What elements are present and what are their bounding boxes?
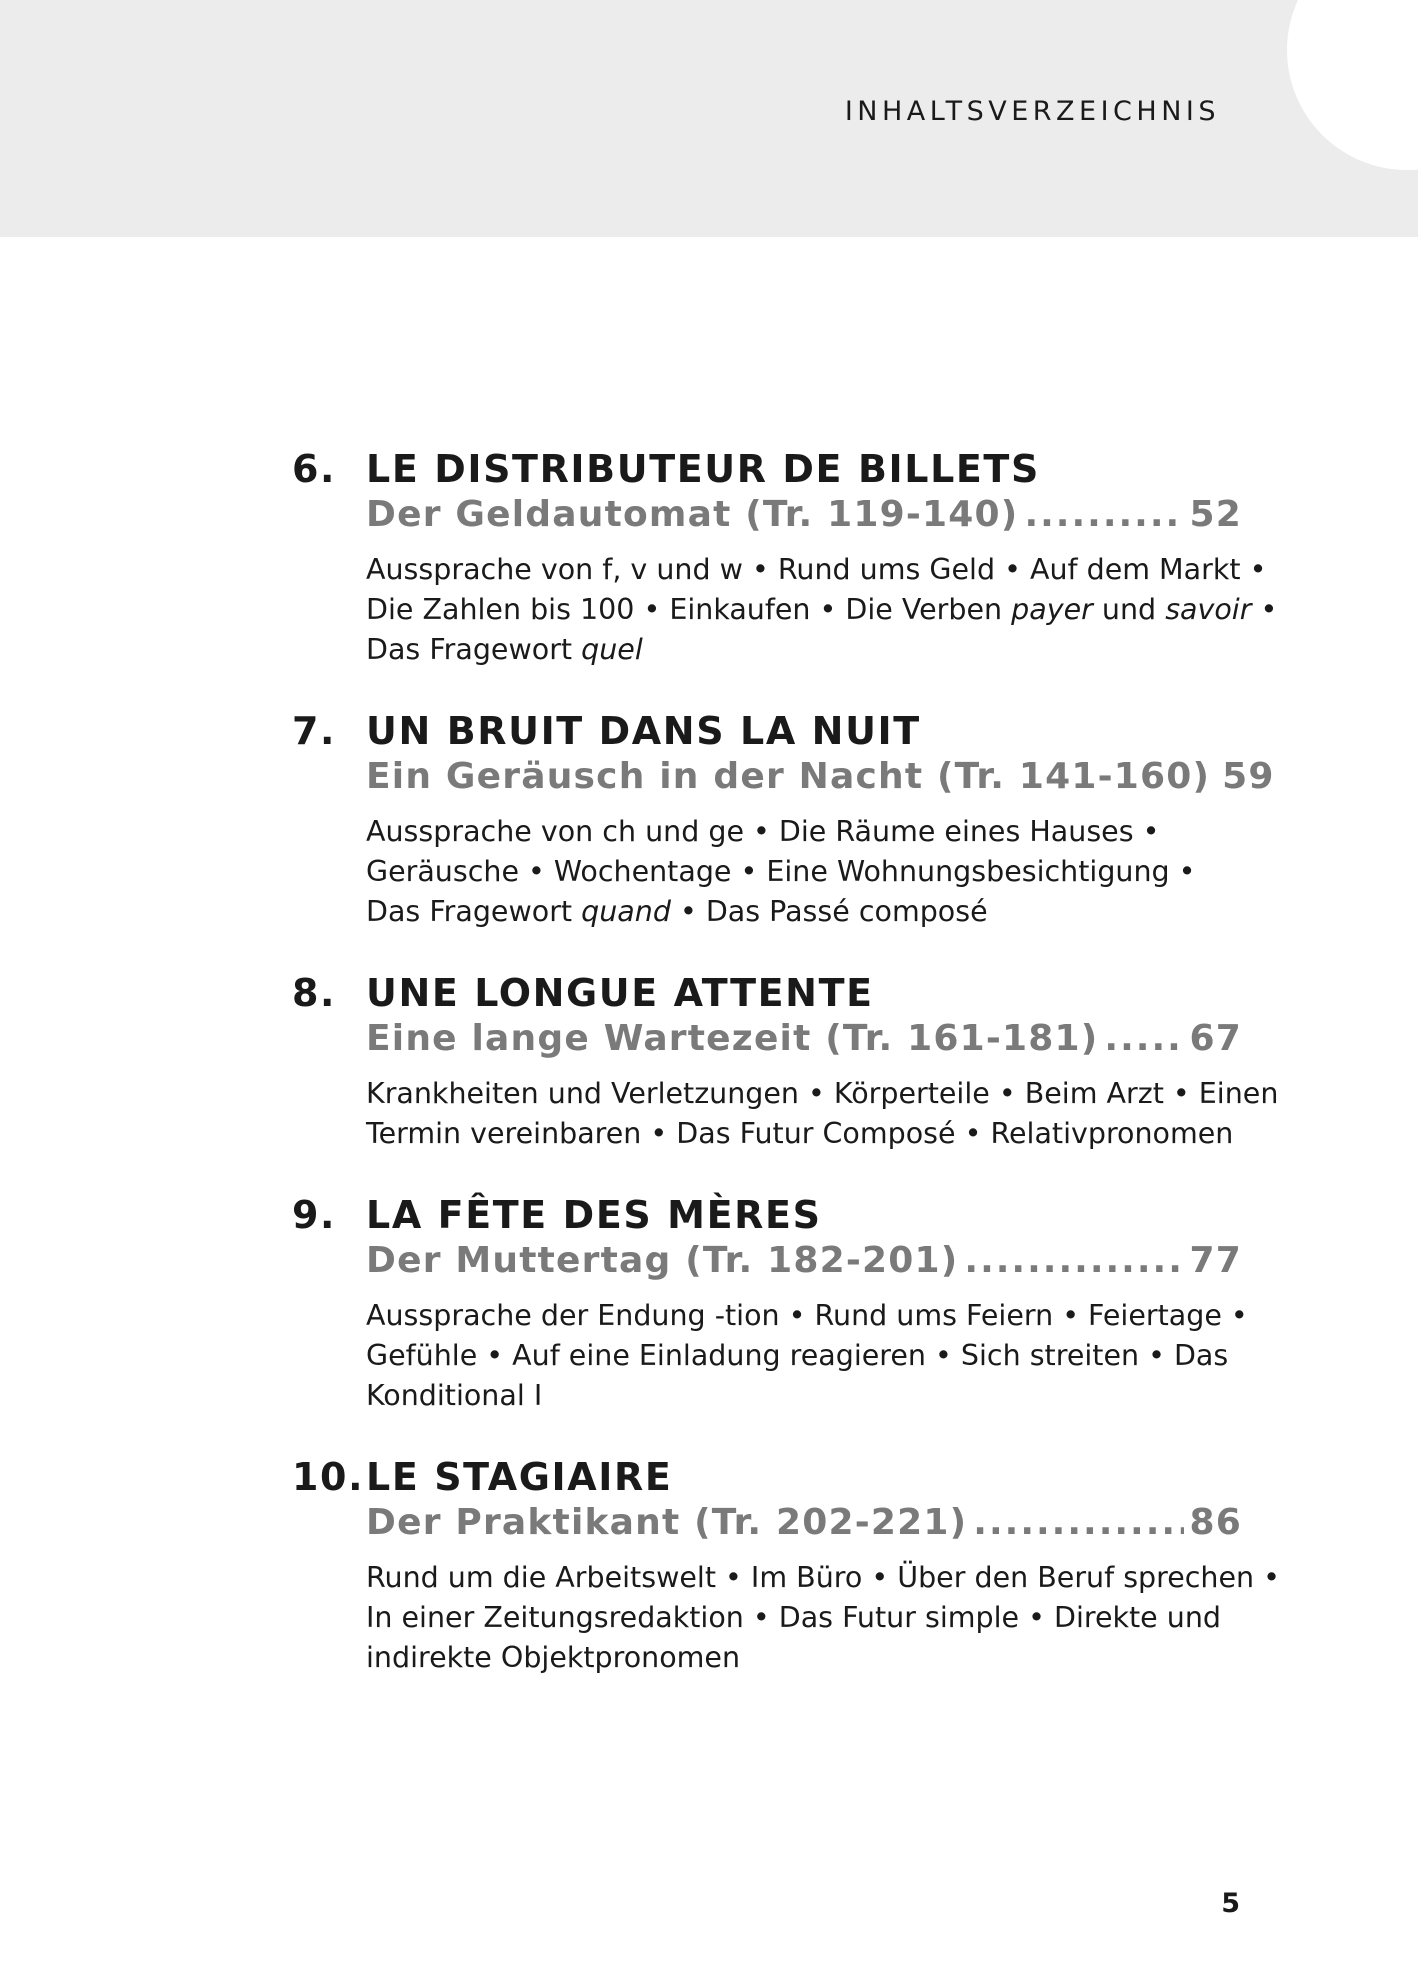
page-number: 5: [1221, 1888, 1240, 1919]
chapter-title: LE DISTRIBUTEUR DE BILLETS: [366, 447, 1040, 491]
chapter-page-number: 86: [1189, 1502, 1242, 1543]
chapter-subtitle: Ein Geräusch in der Nacht (Tr. 141-160): [366, 756, 1211, 797]
chapter-subtitle-line: [366, 1238, 1242, 1284]
chapter-subtitle-line: [366, 754, 1275, 800]
description-text: Konditional I: [366, 1379, 543, 1412]
chapter-heading: [292, 970, 1242, 1016]
description-text: Aussprache von ch und ge • Die Räume eines Hauses •: [366, 815, 1160, 848]
chapter-page-number: 67: [1189, 1018, 1242, 1059]
description-text: Aussprache der Endung -tion • Rund ums Feiern • Feiertage •: [366, 1299, 1248, 1332]
description-text: Termin vereinbaren • Das Futur Composé • Relativpronomen: [366, 1117, 1234, 1150]
chapter-title: LA FÊTE DES MÈRES: [366, 1193, 822, 1237]
dot-leader: [1024, 492, 1183, 538]
dot-leader: [964, 1238, 1183, 1284]
description-line: [366, 852, 1246, 892]
running-head: INHALTSVERZEICHNIS: [844, 96, 1220, 127]
description-text: In einer Zeitungsredaktion • Das Futur simple • Direkte und: [366, 1601, 1221, 1634]
description-line: [366, 550, 1267, 590]
toc-entry: [292, 446, 1278, 670]
chapter-subtitle-line: [366, 492, 1242, 538]
description-line: [366, 630, 1246, 670]
chapter-page-number: 59: [1222, 756, 1275, 797]
toc-entry: [292, 1192, 1248, 1416]
description-line: [366, 892, 1246, 932]
chapter-number: 6.: [292, 447, 337, 491]
chapter-number: 7.: [292, 709, 337, 753]
chapter-heading: [292, 1454, 1242, 1500]
description-term: quel: [581, 633, 643, 666]
description-line: [366, 590, 1278, 630]
description-term: quand: [581, 895, 671, 928]
description-line: [366, 1598, 1246, 1638]
description-text: indirekte Objektpronomen: [366, 1641, 741, 1674]
description-text: • Das Passé composé: [670, 895, 988, 928]
description-term: savoir: [1165, 593, 1252, 626]
chapter-heading: [292, 708, 1242, 754]
chapter-number: 8.: [292, 971, 337, 1015]
chapter-page-number: 52: [1189, 494, 1242, 535]
dot-leader: [973, 1500, 1183, 1546]
description-line: [366, 1638, 1246, 1678]
description-line: [366, 1296, 1246, 1336]
chapter-description: [366, 1558, 1280, 1678]
chapter-description: [366, 1296, 1246, 1416]
chapter-title: UN BRUIT DANS LA NUIT: [366, 709, 921, 753]
description-line: [366, 1074, 1279, 1114]
chapter-number: 9.: [292, 1193, 337, 1237]
description-text: Die Zahlen bis 100 • Einkaufen • Die Verben: [366, 593, 1012, 626]
chapter-subtitle: Der Praktikant (Tr. 202-221): [366, 1502, 968, 1543]
description-text: Das Fragewort: [366, 633, 582, 666]
description-text: und: [1092, 593, 1166, 626]
description-text: Aussprache von f, v und w • Rund ums Geld • Auf dem Markt •: [366, 553, 1267, 586]
chapter-title: UNE LONGUE ATTENTE: [366, 971, 874, 1015]
chapter-subtitle: Eine lange Wartezeit (Tr. 161-181): [366, 1018, 1099, 1059]
description-text: Das Fragewort: [366, 895, 582, 928]
chapter-description: [366, 812, 1246, 932]
toc-entry: [292, 970, 1279, 1154]
chapter-title: LE STAGIAIRE: [366, 1455, 673, 1499]
table-of-contents: [292, 446, 1280, 1716]
description-text: Geräusche • Wochentage • Eine Wohnungsbesichtigung •: [366, 855, 1196, 888]
chapter-subtitle: Der Geldautomat (Tr. 119-140): [366, 494, 1019, 535]
chapter-heading: [292, 1192, 1242, 1238]
chapter-description: [366, 550, 1278, 670]
description-line: [366, 1114, 1246, 1154]
toc-entry: [292, 708, 1275, 932]
description-text: •: [1251, 593, 1278, 626]
chapter-subtitle-line: [366, 1500, 1242, 1546]
dot-leader: [1104, 1016, 1183, 1062]
description-line: [366, 812, 1246, 852]
chapter-subtitle-line: [366, 1016, 1242, 1062]
chapter-number: 10.: [292, 1455, 365, 1499]
description-line: [366, 1558, 1280, 1598]
description-text: Rund um die Arbeitswelt • Im Büro • Über den Beruf sprechen •: [366, 1561, 1280, 1594]
chapter-heading: [292, 446, 1242, 492]
description-line: [366, 1336, 1246, 1376]
description-line: [366, 1376, 1246, 1416]
description-text: Krankheiten und Verletzungen • Körperteile • Beim Arzt • Einen: [366, 1077, 1279, 1110]
toc-entry: [292, 1454, 1280, 1678]
description-term: payer: [1011, 593, 1093, 626]
chapter-page-number: 77: [1189, 1240, 1242, 1281]
chapter-subtitle: Der Muttertag (Tr. 182-201): [366, 1240, 959, 1281]
chapter-description: [366, 1074, 1279, 1154]
description-text: Gefühle • Auf eine Einladung reagieren • Sich streiten • Das: [366, 1339, 1229, 1372]
